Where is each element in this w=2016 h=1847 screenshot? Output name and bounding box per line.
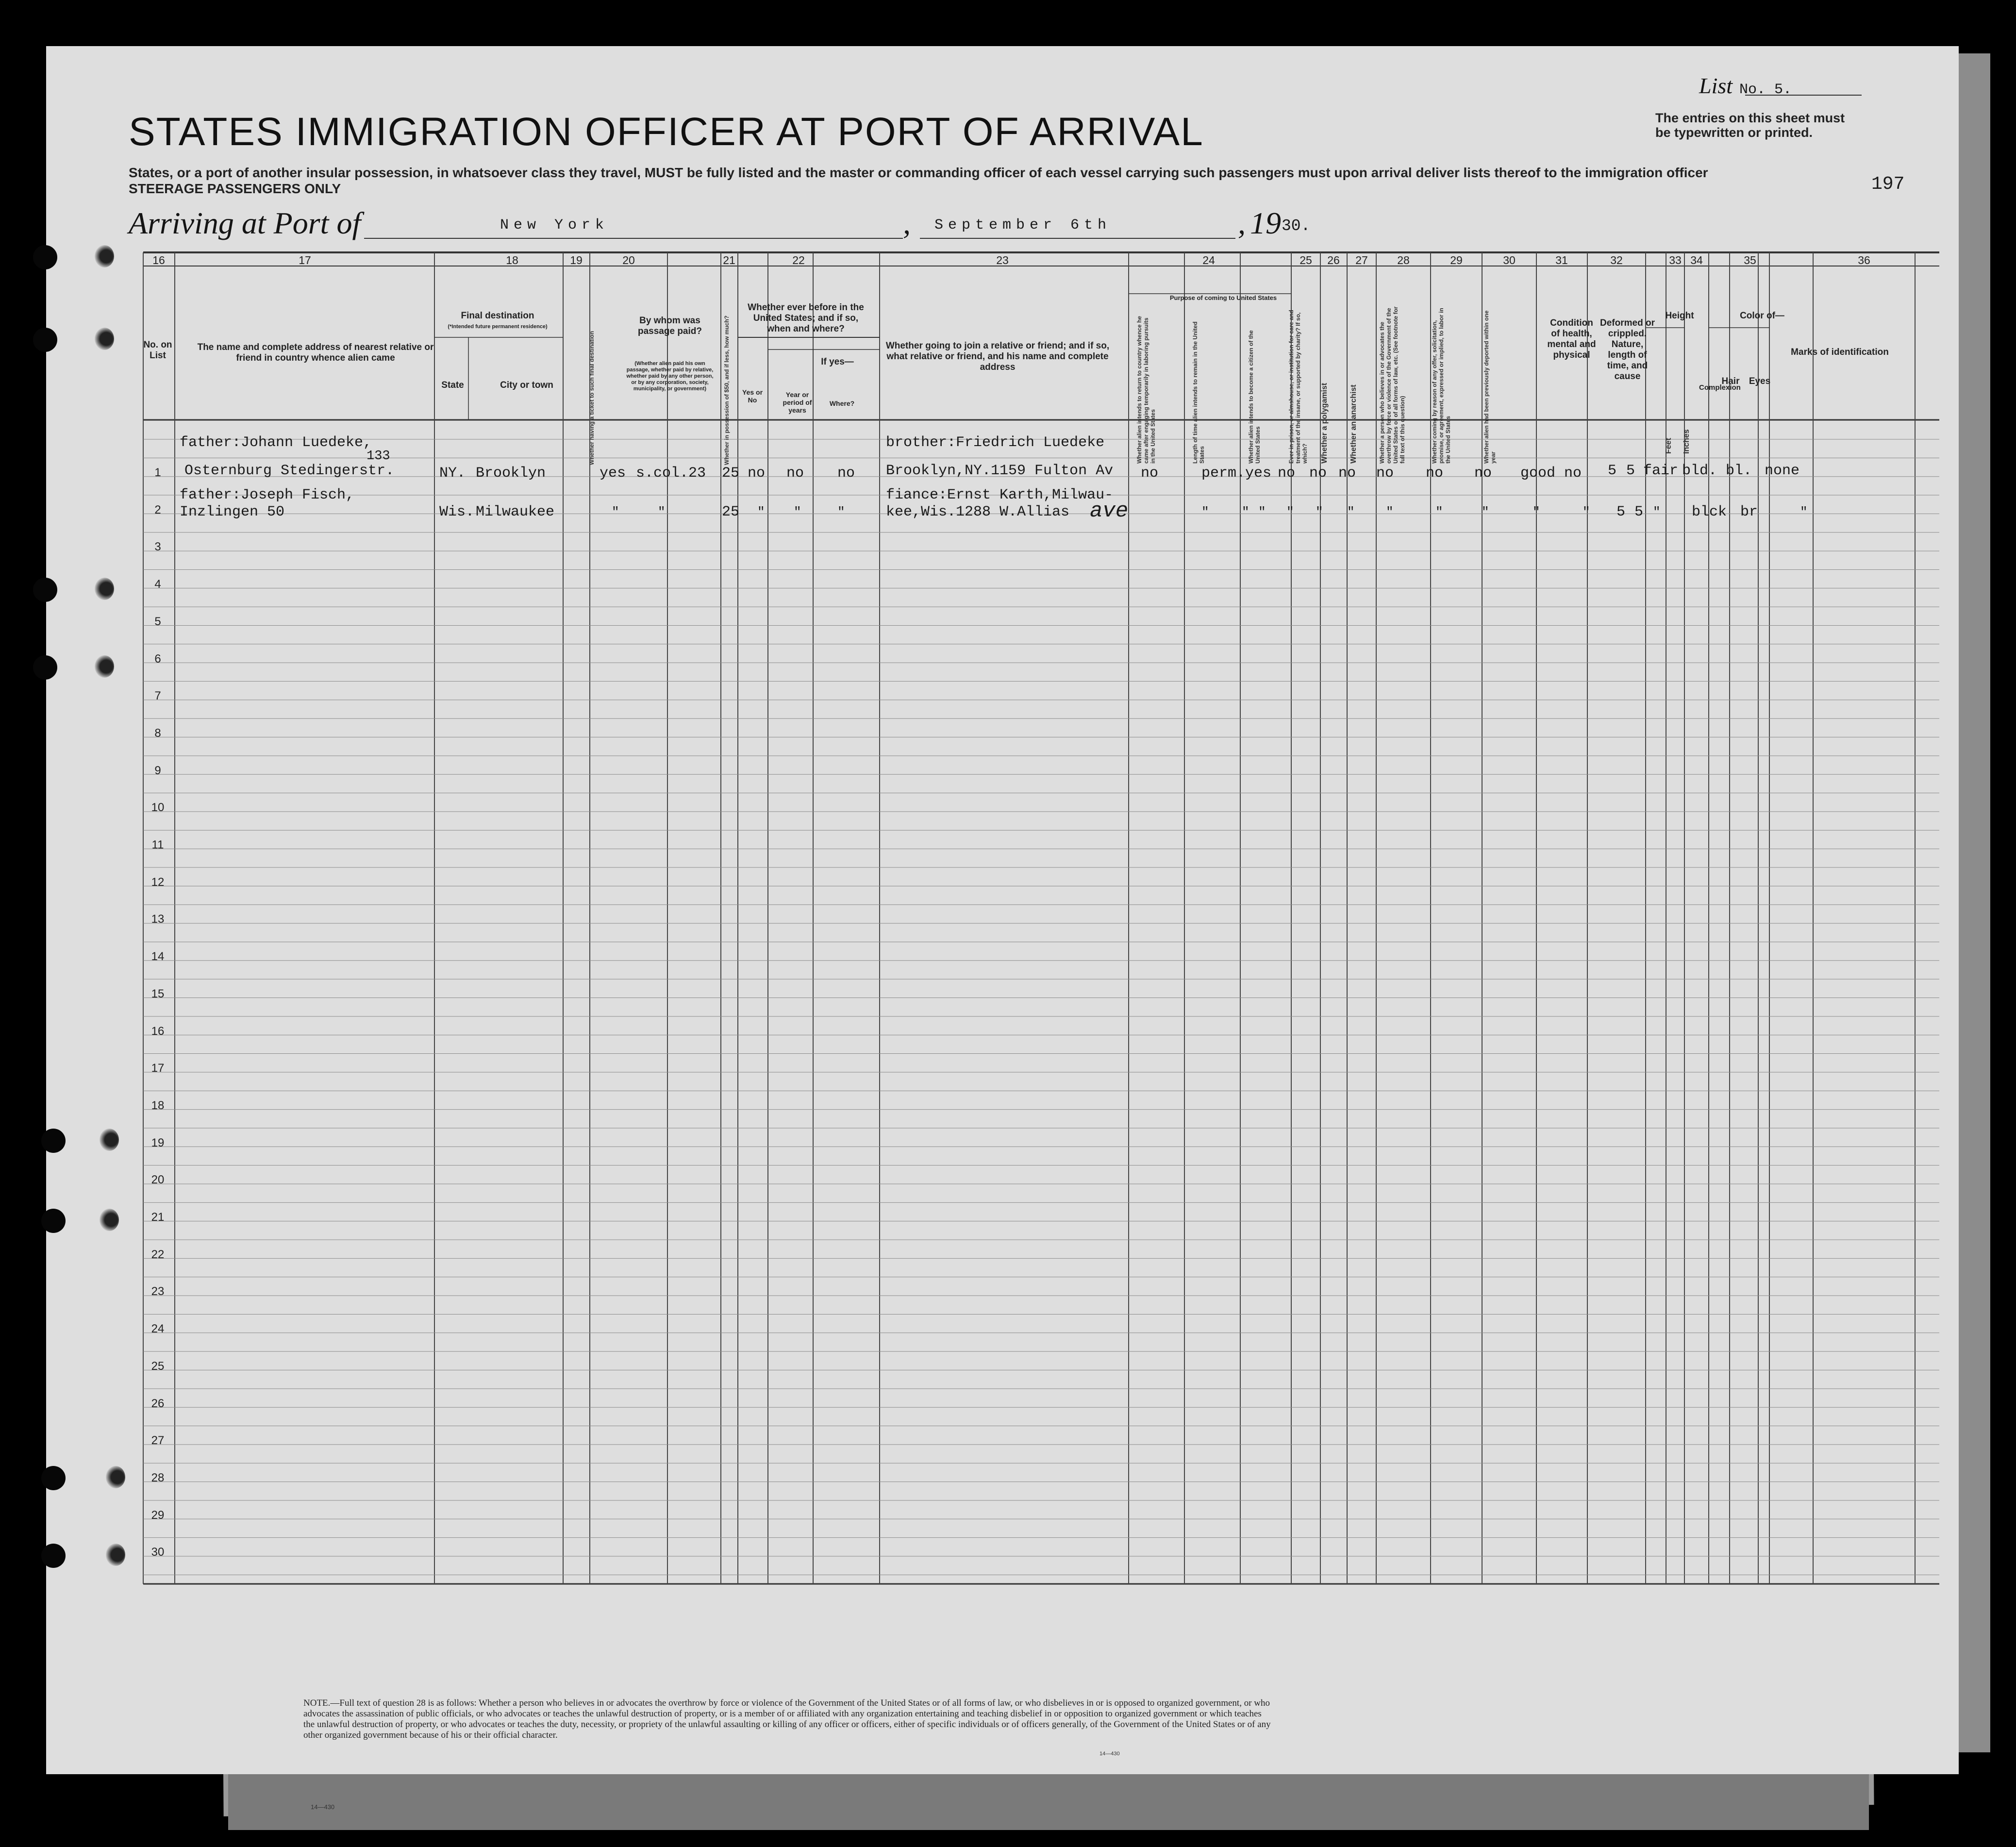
column-number: 16 <box>152 254 165 266</box>
join-handwritten-ave: ave <box>1090 499 1129 523</box>
header-year: Year or period of years <box>783 391 812 414</box>
row-number: 26 <box>151 1397 165 1410</box>
date-value: September 6th <box>934 217 1112 233</box>
punch-ring <box>95 328 114 350</box>
punch-hole <box>41 1544 66 1568</box>
year: no <box>786 465 804 482</box>
punch-hole <box>33 328 57 352</box>
punch-ring <box>100 1129 119 1151</box>
before-us: no <box>748 465 766 482</box>
city: Milwaukee <box>476 504 555 520</box>
contract: no <box>1426 465 1444 482</box>
header-join-relative: Whether going to join a relative or friend; and if so, what relative or friend, and his name and complete address <box>885 341 1110 372</box>
where: no <box>837 465 855 482</box>
header-hair: Hair <box>1721 376 1740 386</box>
column-number: 32 <box>1610 254 1623 266</box>
header-paid-by-note: (Whether alien paid his own passage, whether paid by relative, whether paid by any other person, or by any corporation, society, municipality, or government) <box>626 361 714 392</box>
row-number: 17 <box>151 1062 165 1075</box>
header-length: Length of time alien intends to remain in the United States <box>1192 321 1205 464</box>
header-polygamist: Whether a polygamist <box>1320 383 1329 464</box>
anarchist: " <box>1347 505 1355 519</box>
column-number: 23 <box>996 254 1009 266</box>
row-number: 16 <box>151 1024 165 1038</box>
form-subtitle: States, or a port of another insular possession, in whatsoever class they travel, MUST be fully listed and the master or commanding officer of each vessel carrying such passengers must upon arrival deliver lists thereof to the immigration officer <box>129 165 1708 180</box>
row-number: 14 <box>151 950 165 964</box>
where: " <box>837 505 845 519</box>
column-number: 31 <box>1555 254 1568 266</box>
row-number: 15 <box>151 987 165 1000</box>
join-line-2: Brooklyn,NY.1159 Fulton Av <box>886 463 1114 479</box>
header-paid-by: By whom was passage paid? <box>638 316 702 336</box>
form-code: 14—430 <box>1100 1751 1120 1757</box>
length-of-stay: " <box>1242 505 1250 519</box>
punch-ring <box>95 578 114 600</box>
header-relative: The name and complete address of nearest relative or friend in country whence alien came <box>197 342 434 363</box>
typewritten-note-1: The entries on this sheet must <box>1655 111 1845 125</box>
header-before-us: Whether ever before in the United States; and if so, when and where? <box>748 302 864 334</box>
header-feet: Feet <box>1665 438 1673 454</box>
row-number: 21 <box>151 1211 165 1224</box>
column-number: 27 <box>1355 254 1368 266</box>
header-complexion: Complexion <box>1699 383 1741 392</box>
column-number: 20 <box>622 254 635 266</box>
row-number: 25 <box>151 1359 165 1373</box>
row-number: 6 <box>154 652 161 666</box>
header-height: Height <box>1665 311 1694 321</box>
hair: blck <box>1692 504 1727 520</box>
complexion: " <box>1653 505 1661 519</box>
header-contract-labor: Whether coming by reason of any offer, solicitation, promise, or agreement, expressed or implied, to labor in the United States <box>1431 308 1451 464</box>
header-inches: Inches <box>1683 429 1691 454</box>
header-fifty-dollars: Whether in possession of $50, and if less, how much? <box>723 315 730 465</box>
row-number: 5 <box>154 615 161 628</box>
height-feet: 5 <box>1616 504 1626 520</box>
polygamist: " <box>1316 505 1323 519</box>
money: 25 <box>722 465 740 482</box>
relative-line-1: father:Joseph Fisch, <box>180 487 355 503</box>
polygamist: no <box>1309 465 1327 482</box>
row-number: 8 <box>154 726 161 740</box>
deformed: no <box>1564 465 1582 482</box>
header-anarchist: Whether an anarchist <box>1350 384 1358 464</box>
column-number: 29 <box>1450 254 1463 266</box>
ticket: " <box>612 505 619 519</box>
header-return: Whether alien intends to return to country whence he came after engaging temporarily in laboring pursuits in the United States <box>1136 316 1156 464</box>
comma-2: , <box>1238 206 1246 240</box>
join-line-1: brother:Friedrich Luedeke <box>886 434 1105 451</box>
header-color-of: Color of— <box>1740 311 1784 321</box>
row-number: 28 <box>151 1471 165 1484</box>
relative-house-number: 133 <box>367 449 390 464</box>
arriving-label: Arriving at Port of <box>129 206 361 240</box>
typewritten-note-2: be typewritten or printed. <box>1655 125 1813 140</box>
row-number: 7 <box>154 689 161 703</box>
return: " <box>1201 505 1209 519</box>
marks: none <box>1765 463 1800 479</box>
column-number: 35 <box>1744 254 1756 266</box>
year: " <box>794 505 801 519</box>
port-value: New York <box>500 217 609 233</box>
column-number: 36 <box>1858 254 1870 266</box>
row-number: 11 <box>151 838 164 851</box>
before-us: " <box>757 505 765 519</box>
join-line-1: fiance:Ernst Karth,Milwau- <box>886 487 1114 503</box>
column-number: 34 <box>1690 254 1703 266</box>
row-number: 18 <box>151 1098 165 1112</box>
relative-line-2: Inzlingen 50 <box>180 504 285 520</box>
year-suffix: 30. <box>1282 217 1311 235</box>
row-number: 4 <box>154 578 161 591</box>
column-number: 33 <box>1669 254 1682 266</box>
contract: " <box>1435 505 1443 519</box>
marks: " <box>1800 505 1808 519</box>
deported: " <box>1482 505 1489 519</box>
column-number: 24 <box>1202 254 1215 266</box>
header-where: Where? <box>829 399 855 407</box>
column-number: 17 <box>299 254 311 266</box>
eyes: bl. <box>1726 463 1752 479</box>
length-of-stay: perm. <box>1201 465 1246 482</box>
header-final-destination: Final destination <box>461 311 534 321</box>
ticket: yes <box>600 465 626 482</box>
header-citizen: Whether alien intends to become a citizen of the United States <box>1248 330 1261 464</box>
form-title: STATES IMMIGRATION OFFICER AT PORT OF ARRIVAL <box>129 110 1204 154</box>
health: good <box>1520 465 1556 482</box>
passenger-class: STEERAGE PASSENGERS ONLY <box>129 181 341 196</box>
punch-ring <box>95 245 114 267</box>
header-final-destination-note: (*Intended future permanent residence) <box>448 324 548 330</box>
citizen: " <box>1258 505 1266 519</box>
punch-hole <box>33 578 57 602</box>
list-no-value: No. 5. <box>1739 82 1792 98</box>
row-number: 20 <box>151 1173 165 1187</box>
column-number: 19 <box>570 254 583 266</box>
punch-hole <box>41 1466 66 1490</box>
header-prison: Ever in prison, or almshouse, or institution for care and treatment of the insane, or supported by charity? If so, which? <box>1288 310 1308 464</box>
column-number: 21 <box>723 254 735 266</box>
punch-hole <box>33 655 57 680</box>
overthrow: no <box>1376 465 1394 482</box>
prison: " <box>1286 505 1294 519</box>
paid-by: " <box>658 505 666 519</box>
join-line-2: kee,Wis.1288 W.Allias <box>886 504 1070 520</box>
deported: no <box>1474 465 1492 482</box>
row-number: 23 <box>151 1285 165 1298</box>
column-number: 18 <box>506 254 518 266</box>
row-number: 13 <box>151 913 165 926</box>
underlying-form-code: 14—430 <box>311 1803 335 1811</box>
punch-ring <box>95 655 114 678</box>
row-number: 22 <box>151 1248 165 1261</box>
header-if-yes: If yes— <box>821 357 854 367</box>
row-number: 24 <box>151 1322 165 1336</box>
header-overthrow: Whether a person who believes in or advocates the overthrow by force or violence of the Government of the United States or of all forms of law, etc. (See footnote for full text of this question) <box>1379 306 1406 464</box>
header-deported: Whether alien had been previously deported within one year <box>1483 310 1497 464</box>
row-number: 29 <box>151 1508 165 1522</box>
punch-ring <box>106 1544 125 1566</box>
header-state: State <box>441 380 464 390</box>
row-number: 2 <box>154 503 161 516</box>
overthrow: " <box>1386 505 1394 519</box>
comma-1: , <box>903 206 911 240</box>
column-number: 26 <box>1327 254 1340 266</box>
health: " <box>1533 505 1540 519</box>
row-number: 19 <box>151 1136 165 1149</box>
relative-line-1: father:Johann Luedeke, <box>180 434 372 451</box>
complexion: fair <box>1643 463 1679 479</box>
row-number: 3 <box>154 540 161 554</box>
punch-hole <box>33 245 57 269</box>
anarchist: no <box>1338 465 1356 482</box>
page-number: 197 <box>1871 174 1905 195</box>
column-number: 22 <box>792 254 805 266</box>
hair: bld. <box>1682 463 1717 479</box>
punch-ring <box>106 1466 125 1488</box>
row-number: 30 <box>151 1546 165 1559</box>
manifest-page <box>46 46 1959 1774</box>
row-number: 27 <box>151 1434 165 1448</box>
header-city: City or town <box>500 380 553 390</box>
column-number: 30 <box>1503 254 1516 266</box>
height-feet: 5 <box>1608 463 1617 479</box>
manifest-grid <box>46 46 1959 1774</box>
column-number: 28 <box>1397 254 1410 266</box>
state: NY. <box>439 465 466 482</box>
citizen: yes <box>1245 465 1272 482</box>
row-number: 9 <box>154 764 161 777</box>
height-inches: 5 <box>1626 463 1635 479</box>
prison: no <box>1278 465 1296 482</box>
deformed: " <box>1583 505 1590 519</box>
year-prefix: 19 <box>1250 206 1281 240</box>
row-number: 12 <box>151 875 165 889</box>
row-number: 10 <box>151 801 165 815</box>
height-inches: 5 <box>1634 504 1644 520</box>
eyes: br <box>1740 504 1758 520</box>
header-ticket: Whether having a ticket to such final destination <box>588 331 595 465</box>
punch-hole <box>41 1129 66 1153</box>
paid-by: s.col.23 <box>636 465 706 482</box>
footnote-question-28: NOTE.—Full text of question 28 is as follows: Whether a person who believes in or advocates the overthrow by force or violence of the Government of the United States or of all forms of law, or who disbelieves in or is opposed to organized government, or who advocates the assassination of public officials, or who advocates or teaches the unlawful destruction of property, or is a member of or affiliated with any organization entertaining and teaching disbelief in or opposition to organized government or which teaches the unlawful destruction of property, or who advocates or teaches the duty, necessity, or propriety of the unlawful assaulting or killing of any officer or officers, either of specific individuals or of officers generally, of the Government of the United States or of any other organized government because of his or their official character. <box>303 1698 1271 1740</box>
state: Wis. <box>439 504 475 520</box>
money: 25 <box>722 504 740 520</box>
header-purpose: Purpose of coming to United States <box>1169 294 1277 301</box>
city: Brooklyn <box>476 465 546 482</box>
punch-hole <box>41 1209 66 1233</box>
return: no <box>1141 465 1159 482</box>
column-number: 25 <box>1300 254 1312 266</box>
header-no-on-list: No. on List <box>143 340 172 361</box>
punch-ring <box>100 1209 119 1231</box>
header-marks: Marks of identification <box>1791 347 1889 357</box>
header-health: Condition of health, mental and physical <box>1547 318 1596 360</box>
relative-line-2: Osternburg Stedingerstr. <box>184 463 395 479</box>
header-yes-no: Yes or No <box>742 388 763 404</box>
list-label: List <box>1699 73 1733 98</box>
row-number: 1 <box>154 466 161 479</box>
header-eyes: Eyes <box>1749 376 1771 386</box>
header-deformed: Deformed or crippled. Nature, length of time, and cause <box>1600 318 1655 382</box>
